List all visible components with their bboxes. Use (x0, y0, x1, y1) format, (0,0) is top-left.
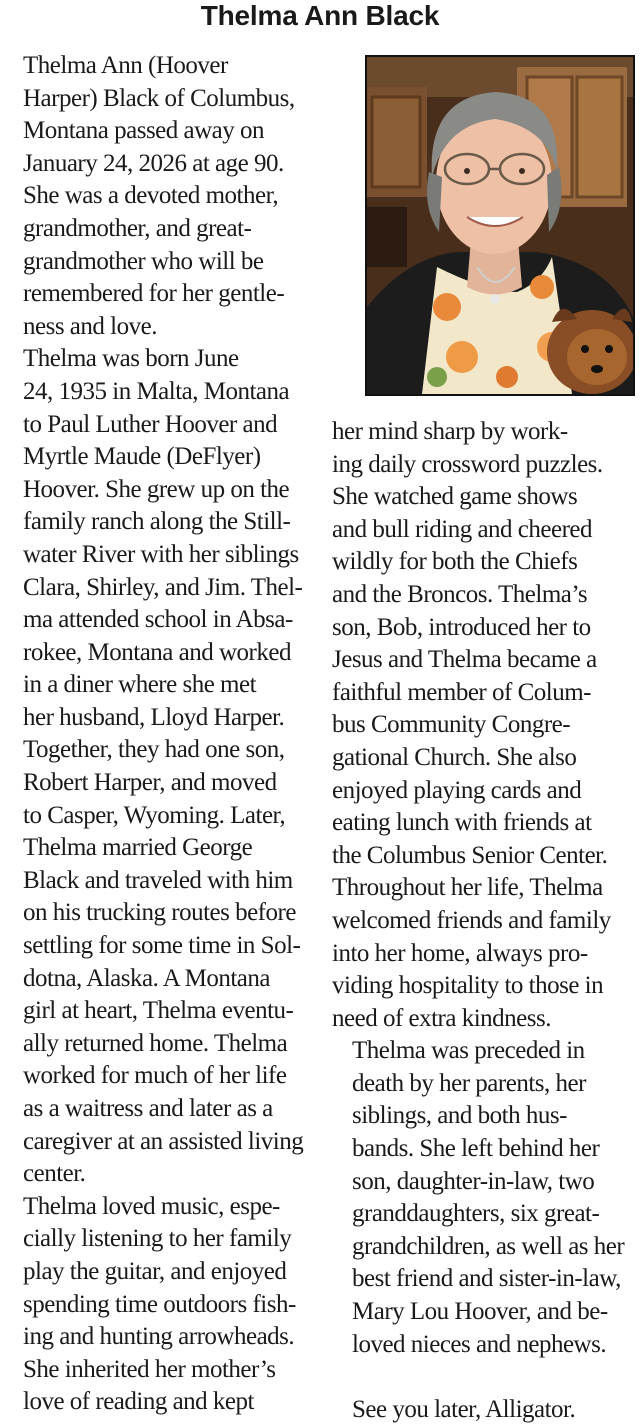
text-line: to Casper, Wyoming. Later, (23, 801, 286, 829)
text-line: family ranch along the Still- (23, 508, 291, 536)
text-line: Black and traveled with him (23, 866, 293, 894)
text-line: need of extra kindness. (332, 1004, 551, 1032)
left-column (3, 50, 315, 1419)
paragraph-early-life (3, 343, 315, 1190)
text-line: January 24, 2026 at age 90. (23, 149, 284, 177)
text-line: siblings, and both hus- (352, 1102, 567, 1130)
text-line: center. (23, 1160, 86, 1188)
text-line: Thelma loved music, espe- (23, 1192, 280, 1220)
text-line: Harper) Black of Columbus, (23, 84, 295, 112)
text-line: caregiver at an assisted living (23, 1127, 304, 1155)
text-line: grandmother, and great- (23, 214, 252, 242)
text-line: Montana passed away on (23, 117, 265, 145)
text-line: grandchildren, as well as her (352, 1232, 625, 1260)
text-line: to Paul Luther Hoover and (23, 410, 278, 438)
text-line: remembered for her gentle- (23, 280, 285, 308)
text-line: her mind sharp by work- (332, 418, 568, 445)
text-line: Jesus and Thelma became a (332, 646, 597, 674)
text-line: cially listening to her family (23, 1225, 292, 1253)
text-line: her husband, Lloyd Harper. (23, 703, 285, 731)
text-line: Robert Harper, and moved (23, 769, 277, 797)
text-line: gational Church. She also (332, 743, 577, 771)
text-line: grandmother who will be (23, 247, 264, 275)
text-line: death by her parents, her (352, 1069, 586, 1097)
text-line: welcomed friends and family (332, 906, 611, 934)
text-line: ally returned home. Thelma (23, 1029, 288, 1057)
text-line: as a waitress and later as a (23, 1095, 273, 1122)
text-line: 24, 1935 in Malta, Montana (23, 377, 290, 405)
text-line: worked for much of her life (23, 1062, 287, 1090)
text-line: Throughout her life, Thelma (332, 874, 603, 902)
text-line: Together, they had one son, (23, 736, 285, 764)
text-line: on his trucking routes before (23, 899, 296, 927)
text-line: ing daily crossword puzzles. (332, 450, 603, 478)
text-line: bands. She left behind her (352, 1135, 600, 1163)
text-line: the Columbus Senior Center. (332, 841, 608, 869)
text-line: Thelma was preceded in (352, 1037, 585, 1065)
text-line: and bull riding and cheered (332, 515, 593, 543)
text-line: loved nieces and nephews. (352, 1330, 607, 1358)
text-line: bus Community Congre- (332, 711, 571, 739)
text-line: ness and love. (23, 312, 157, 340)
text-line: Thelma was born June (23, 345, 239, 373)
text-line: ma attended school in Absa- (23, 606, 293, 634)
signoff (332, 1394, 640, 1427)
text-line: water River with her siblings (23, 540, 299, 568)
portrait-photo (365, 55, 635, 396)
text-line: love of reading and kept (23, 1388, 254, 1416)
paragraph-interests (3, 1191, 315, 1419)
right-column (332, 416, 640, 1426)
text-line: She watched game shows (332, 483, 578, 511)
text-line: rokee, Montana and worked (23, 638, 291, 666)
page-title: Thelma Ann Black (200, 0, 440, 31)
text-line: son, Bob, introduced her to (332, 613, 591, 641)
text-line: enjoyed playing cards and (332, 776, 582, 804)
text-line: ing and hunting arrowheads. (23, 1323, 295, 1351)
text-line: settling for some time in Sol- (23, 932, 301, 960)
text-line: She inherited her mother’s (23, 1355, 276, 1383)
signoff-text: See you later, Alligator. (352, 1395, 576, 1423)
text-line: faithful member of Colum- (332, 678, 591, 706)
text-line: best friend and sister-in-law, (352, 1265, 621, 1293)
text-line: into her home, always pro- (332, 939, 588, 967)
paragraph-survivors (332, 1035, 640, 1361)
text-line: Mary Lou Hoover, and be- (352, 1298, 608, 1326)
text-line: granddaughters, six great- (352, 1200, 600, 1228)
text-line: Myrtle Maude (DeFlyer) (23, 443, 261, 471)
text-line: in a diner where she met (23, 671, 257, 699)
text-line: viding hospitality to those in (332, 972, 604, 1000)
text-line: and the Broncos. Thelma’s (332, 580, 588, 608)
text-line: wildly for both the Chiefs (332, 548, 578, 576)
text-line: son, daughter-in-law, two (352, 1167, 595, 1195)
text-line: girl at heart, Thelma eventu- (23, 997, 294, 1025)
paragraph-interests-continued (332, 416, 640, 1035)
text-line: dotna, Alaska. A Montana (23, 964, 270, 992)
text-line: play the guitar, and enjoyed (23, 1257, 287, 1285)
text-line: Clara, Shirley, and Jim. Thel- (23, 573, 303, 601)
text-line: eating lunch with friends at (332, 809, 592, 837)
paragraph-intro (3, 50, 315, 343)
text-line: spending time outdoors fish- (23, 1290, 296, 1318)
text-line: Hoover. She grew up on the (23, 475, 290, 503)
text-line: Thelma Ann (Hoover (23, 52, 228, 79)
text-line: Thelma married George (23, 834, 253, 862)
text-line: She was a devoted mother, (23, 182, 279, 210)
